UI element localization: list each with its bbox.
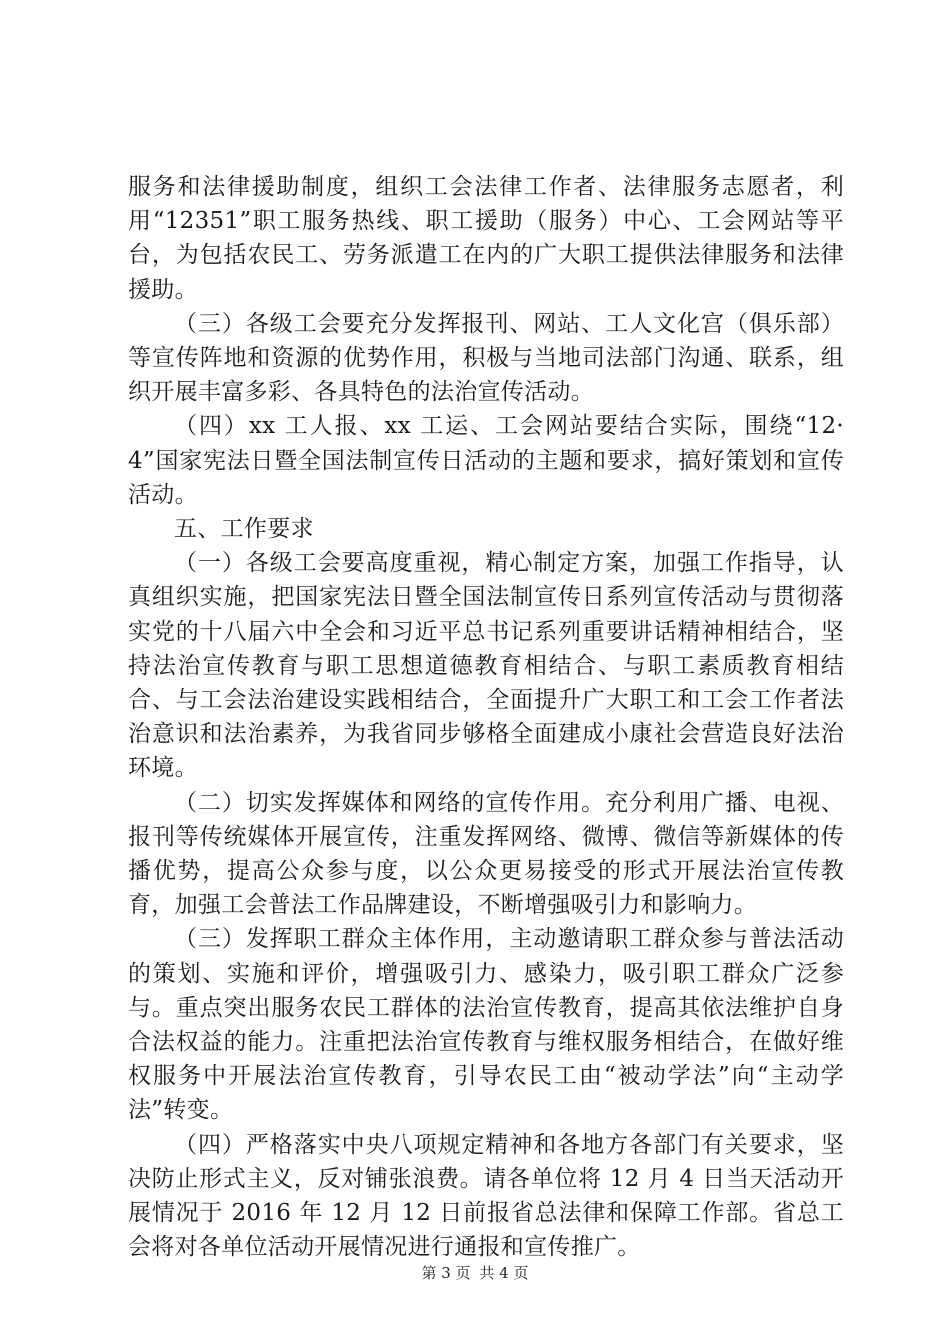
paragraph: 服务和法律援助制度，组织工会法律工作者、法律服务志愿者，利用“12351”职工服务热线、职工援助（服务）中心、工会网站等平台，为包括农民工、劳务派遣工在内的广大职工提供法律服务和法律援助。 (128, 174, 844, 303)
document-body (128, 170, 844, 1265)
section-heading: 五、工作要求 (174, 516, 314, 543)
paragraph: （四）严格落实中央八项规定精神和各地方各部门有关要求，坚决防止形式主义，反对铺张浪费。请各单位将 12 月 4 日当天活动开展情况于 2016 年 12 月 12 日前报省总法律和保障工作部。省总工会将对各单位活动开展情况进行通报和宣传推广。 (128, 1131, 844, 1261)
page-total: 共 4 页 (479, 1264, 529, 1282)
page-number: 第 3 页 (421, 1264, 471, 1282)
page-footer (0, 1262, 950, 1283)
paragraph: （四）xx 工人报、xx 工运、工会网站要结合实际，围绕“12·4”国家宪法日暨全国法制宣传日活动的主题和要求，搞好策划和宣传活动。 (128, 413, 844, 508)
paragraph: （三）各级工会要充分发挥报刊、网站、工人文化宫（俱乐部）等宣传阵地和资源的优势作用，积极与当地司法部门沟通、联系，组织开展丰富多彩、各具特色的法治宣传活动。 (128, 310, 844, 406)
paragraph: （二）切实发挥媒体和网络的宣传作用。充分利用广播、电视、报刊等传统媒体开展宣传，注重发挥网络、微博、微信等新媒体的传播优势，提高公众参与度，以公众更易接受的形式开展法治宣传教育，加强工会普法工作品牌建设，不断增强吸引力和影响力。 (128, 789, 844, 919)
paragraph: （三）发挥职工群众主体作用，主动邀请职工群众参与普法活动的策划、实施和评价，增强吸引力、感染力，吸引职工群众广泛参与。重点突出服务农民工群体的法治宣传教育，提高其依法维护自身合法权益的能力。注重把法治宣传教育与维权服务相结合，在做好维权服务中开展法治宣传教育，引导农民工由“被动学法”向“主动学法”转变。 (128, 926, 844, 1124)
paragraph: （一）各级工会要高度重视，精心制定方案，加强工作指导，认真组织实施，把国家宪法日暨全国法制宣传日系列宣传活动与贯彻落实党的十八届六中全会和习近平总书记系列重要讲话精神相结合，坚持法治宣传教育与职工思想道德教育相结合、与职工素质教育相结合、与工会法治建设实践相结合，全面提升广大职工和工会工作者法治意识和法治素养，为我省同步够格全面建成小康社会营造良好法治环境。 (128, 550, 844, 782)
